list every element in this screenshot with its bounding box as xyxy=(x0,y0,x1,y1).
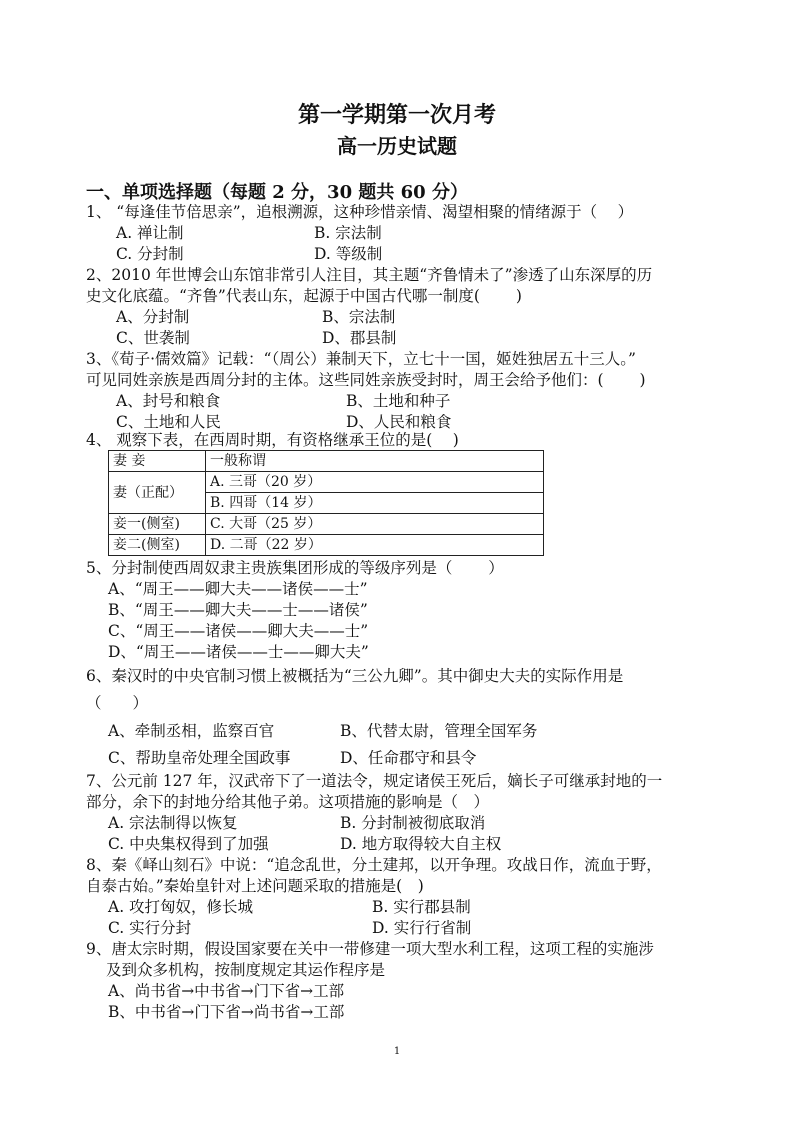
q2-option-d: D、郡县制 xyxy=(322,329,397,347)
q3-option-d: D、人民和粮食 xyxy=(346,413,452,431)
section-heading: 一、单项选择题（每题 2 分，30 题共 60 分） xyxy=(86,182,468,203)
question-3-line-1: 3、《荀子·儒效篇》记载：“（周公）兼制天下，立七十一国，姬姓独居五十三人。” xyxy=(86,350,636,368)
q3-option-b: B、土地和种子 xyxy=(346,392,451,410)
q5-option-a: A、“周王——卿大夫——诸侯——士” xyxy=(108,580,368,598)
q5-option-d: D、“周王——诸侯——士——卿大夫” xyxy=(108,643,369,661)
q7-option-d: D. 地方取得较大自主权 xyxy=(340,835,502,853)
q9-option-a: A、尚书省→中书省→门下省→工部 xyxy=(108,982,345,1000)
table-cell: D. 二哥（22 岁） xyxy=(206,535,544,556)
table-header-cell: 一般称谓 xyxy=(206,451,544,472)
question-6-line-2: （ ） xyxy=(86,694,149,712)
exam-subtitle: 高一历史试题 xyxy=(337,134,457,158)
q2-option-c: C、世袭制 xyxy=(116,329,190,347)
table-row xyxy=(109,514,544,535)
question-4-line-1: 4、 观察下表，在西周时期，有资格继承王位的是( ) xyxy=(86,431,459,449)
table-row-label: 妾二(侧室) xyxy=(109,535,206,556)
table-cell: C. 大哥（25 岁） xyxy=(206,514,544,535)
q8-option-c: C. 实行分封 xyxy=(108,919,192,937)
page-number: 1 xyxy=(393,1046,401,1057)
question-6-line-1: 6、秦汉时的中央官制习惯上被概括为“三公九卿”。其中御史大夫的实际作用是 xyxy=(86,667,624,685)
question-9-line-1: 9、唐太宗时期，假设国家要在关中一带修建一项大型水利工程，这项工程的实施涉 xyxy=(86,940,654,958)
question-5-line-1: 5、分封制使西周奴隶主贵族集团形成的等级序列是（ ） xyxy=(86,559,504,577)
q7-option-b: B. 分封制被彻底取消 xyxy=(340,814,486,832)
q1-option-c: C. 分封制 xyxy=(116,245,184,263)
question-1-line-1: 1、 “每逢佳节倍思亲”，追根溯源，这种珍惜亲情、渴望相聚的情绪源于（ ） xyxy=(86,203,634,221)
table-row-label: 妾一(侧室) xyxy=(109,514,206,535)
q2-option-a: A、分封制 xyxy=(116,308,190,326)
q5-option-c: C、“周王——诸侯——卿大夫——士” xyxy=(108,622,369,640)
q6-option-b: B、代替太尉，管理全国军务 xyxy=(340,722,538,740)
q8-option-a: A. 攻打匈奴，修长城 xyxy=(108,898,254,916)
q9-option-b: B、中书省→门下省→尚书省→工部 xyxy=(108,1003,345,1021)
table-header-row xyxy=(109,451,544,472)
question-3-line-2: 可见同姓亲族是西周分封的主体。这些同姓亲族受封时，周王会给予他们：( ) xyxy=(86,371,646,389)
question-2-line-2: 史文化底蕴。“齐鲁”代表山东，起源于中国古代哪一制度( ) xyxy=(86,287,522,305)
table-row xyxy=(109,472,544,493)
q3-option-c: C、土地和人民 xyxy=(116,413,221,431)
question-7-line-1: 7、公元前 127 年，汉武帝下了一道法令，规定诸侯王死后，嫡长子可继承封地的一 xyxy=(86,772,663,790)
q6-option-c: C、帮助皇帝处理全国政事 xyxy=(108,749,291,767)
q7-option-a: A. 宗法制得以恢复 xyxy=(108,814,238,832)
q1-option-d: D. 等级制 xyxy=(314,245,383,263)
q1-option-b: B. 宗法制 xyxy=(314,224,382,242)
q8-option-d: D. 实行行省制 xyxy=(372,919,472,937)
heir-table xyxy=(108,450,544,556)
exam-title: 第一学期第一次月考 xyxy=(297,102,496,128)
table-cell: A. 三哥（20 岁） xyxy=(206,472,544,493)
q6-option-a: A、牵制丞相，监察百官 xyxy=(108,722,275,740)
question-9-line-2: 及到众多机构，按制度规定其运作程序是 xyxy=(106,961,386,979)
question-8-line-1: 8、秦《峄山刻石》中说：“追念乱世，分土建邦，以开争理。攻战日作，流血于野， xyxy=(86,856,662,874)
q7-option-c: C. 中央集权得到了加强 xyxy=(108,835,269,853)
q8-option-b: B. 实行郡县制 xyxy=(372,898,471,916)
q6-option-d: D、任命郡守和县令 xyxy=(340,749,477,767)
q2-option-b: B、宗法制 xyxy=(322,308,396,326)
q3-option-a: A、封号和粮食 xyxy=(116,392,221,410)
question-7-line-2: 部分，余下的封地分给其他子弟。这项措施的影响是（ ） xyxy=(86,793,490,811)
question-8-line-2: 自泰古始。”秦始皇针对上述问题采取的措施是( ) xyxy=(86,877,424,895)
question-2-line-1: 2、2010 年世博会山东馆非常引人注目，其主题“齐鲁情未了”渗透了山东深厚的历 xyxy=(86,266,653,284)
table-row xyxy=(109,535,544,556)
table-header-cell: 妻 妾 xyxy=(109,451,206,472)
table-row-label: 妻（正配） xyxy=(109,472,206,514)
table-cell: B. 四哥（14 岁） xyxy=(206,493,544,514)
q1-option-a: A. 禅让制 xyxy=(116,224,184,242)
q5-option-b: B、“周王——卿大夫——士——诸侯” xyxy=(108,601,368,619)
